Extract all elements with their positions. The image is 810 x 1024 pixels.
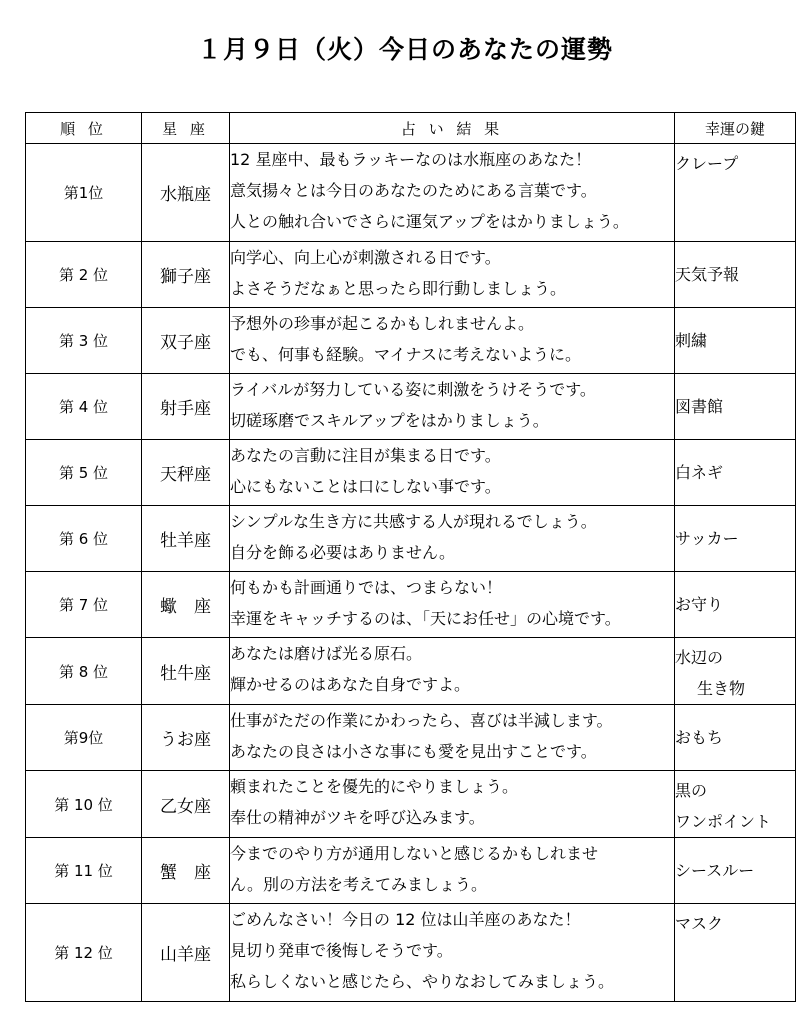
result-line: ごめんなさい！今日の 12 位は山羊座のあなた！ bbox=[230, 910, 581, 929]
header-row bbox=[26, 113, 796, 144]
sign-cell: 牡牛座 bbox=[142, 638, 230, 705]
result-line: 私らしくないと感じたら、やりなおしてみましょう。 bbox=[230, 972, 615, 991]
rank-cell: 第1位 bbox=[26, 144, 142, 242]
sign-cell: 乙女座 bbox=[142, 771, 230, 838]
rank-cell: 第 3 位 bbox=[26, 308, 142, 374]
sign-cell: うお座 bbox=[142, 705, 230, 771]
result-line: 12 星座中、最もラッキーなのは水瓶座のあなた！ bbox=[230, 150, 592, 169]
result-line: あなたは磨けば光る原石。 bbox=[230, 644, 423, 663]
sign-cell: 牡羊座 bbox=[142, 506, 230, 572]
sign-cell: 獅子座 bbox=[142, 242, 230, 308]
lucky-key-cell bbox=[675, 904, 796, 1002]
rank-cell: 第 10 位 bbox=[26, 771, 142, 838]
result-cell bbox=[230, 144, 675, 242]
table-row bbox=[26, 374, 796, 440]
result-cell bbox=[230, 374, 675, 440]
lucky-key-text: 生き物 bbox=[697, 679, 746, 698]
rank-cell: 第 11 位 bbox=[26, 838, 142, 904]
lucky-key-text: シースルー bbox=[675, 861, 755, 880]
result-line: 今までのやり方が通用しないと感じるかもしれませ bbox=[230, 844, 599, 863]
result-cell bbox=[230, 506, 675, 572]
lucky-key-cell bbox=[675, 705, 796, 771]
result-line: ん。別の方法を考えてみましょう。 bbox=[230, 875, 487, 894]
result-line: 心にもないことは口にしない事です。 bbox=[230, 477, 501, 496]
result-line: 頼まれたことを優先的にやりましょう。 bbox=[230, 777, 519, 796]
table-row bbox=[26, 242, 796, 308]
result-cell bbox=[230, 440, 675, 506]
rank-cell: 第 6 位 bbox=[26, 506, 142, 572]
lucky-key-cell bbox=[675, 572, 796, 638]
fortune-table bbox=[25, 112, 796, 1002]
page-title: １月９日（火）今日のあなたの運勢 bbox=[196, 35, 613, 64]
rank-cell: 第 4 位 bbox=[26, 374, 142, 440]
table-row bbox=[26, 771, 796, 838]
lucky-key-cell bbox=[675, 374, 796, 440]
lucky-key-text: クレープ bbox=[675, 154, 739, 173]
result-line: 予想外の珍事が起こるかもしれませんよ。 bbox=[230, 314, 535, 333]
lucky-key-text: サッカー bbox=[675, 529, 739, 548]
lucky-key-text: マスク bbox=[675, 914, 724, 933]
result-cell bbox=[230, 838, 675, 904]
table-row bbox=[26, 144, 796, 242]
header-rank: 順 位 bbox=[26, 113, 142, 144]
rank-cell: 第 8 位 bbox=[26, 638, 142, 705]
lucky-key-text: 黒の bbox=[675, 781, 708, 800]
lucky-key-cell bbox=[675, 242, 796, 308]
result-cell bbox=[230, 572, 675, 638]
result-line: 何もかも計画通りでは、つまらない！ bbox=[230, 578, 503, 597]
result-line: あなたの言動に注目が集まる日です。 bbox=[230, 446, 501, 465]
sign-cell: 射手座 bbox=[142, 374, 230, 440]
sign-cell: 蟹 座 bbox=[142, 838, 230, 904]
result-line: あなたの良さは小さな事にも愛を見出すことです。 bbox=[230, 742, 597, 761]
lucky-key-text: おもち bbox=[675, 728, 724, 747]
sign-cell: 双子座 bbox=[142, 308, 230, 374]
result-line: 幸運をキャッチするのは、「天にお任せ」の心境です。 bbox=[230, 609, 621, 628]
result-cell bbox=[230, 771, 675, 838]
rank-cell: 第 7 位 bbox=[26, 572, 142, 638]
lucky-key-text: ワンポイント bbox=[675, 812, 772, 831]
result-line: 仕事がただの作業にかわったら、喜びは半減します。 bbox=[230, 711, 613, 730]
table-row bbox=[26, 705, 796, 771]
lucky-key-text: 白ネギ bbox=[675, 463, 724, 482]
table-row bbox=[26, 904, 796, 1002]
lucky-key-text: 水辺の bbox=[675, 648, 724, 667]
result-cell bbox=[230, 242, 675, 308]
sign-cell: 蠍 座 bbox=[142, 572, 230, 638]
lucky-key-cell bbox=[675, 144, 796, 242]
result-cell bbox=[230, 904, 675, 1002]
sign-cell: 天秤座 bbox=[142, 440, 230, 506]
result-line: 自分を飾る必要はありません。 bbox=[230, 543, 455, 562]
lucky-key-cell bbox=[675, 440, 796, 506]
result-line: シンプルな生き方に共感する人が現れるでしょう。 bbox=[230, 512, 597, 531]
result-line: 切磋琢磨でスキルアップをはかりましょう。 bbox=[230, 411, 549, 430]
result-cell bbox=[230, 638, 675, 705]
result-line: ライバルが努力している姿に刺激をうけそうです。 bbox=[230, 380, 596, 399]
lucky-key-text: 刺繍 bbox=[675, 331, 708, 350]
lucky-key-cell bbox=[675, 506, 796, 572]
lucky-key-text: 図書館 bbox=[675, 397, 724, 416]
lucky-key-cell bbox=[675, 771, 796, 838]
header-sign: 星 座 bbox=[142, 113, 230, 144]
result-line: でも、何事も経験。マイナスに考えないように。 bbox=[230, 345, 582, 364]
result-cell bbox=[230, 705, 675, 771]
sign-cell: 水瓶座 bbox=[142, 144, 230, 242]
result-line: 奉仕の精神がツキを呼び込みます。 bbox=[230, 808, 485, 827]
table-row bbox=[26, 838, 796, 904]
table-row bbox=[26, 638, 796, 705]
result-line: 人との触れ合いでさらに運気アップをはかりましょう。 bbox=[230, 212, 629, 231]
result-line: 見切り発車で後悔しそうです。 bbox=[230, 941, 453, 960]
rank-cell: 第9位 bbox=[26, 705, 142, 771]
result-line: 向学心、向上心が刺激される日です。 bbox=[230, 248, 501, 267]
table-body bbox=[26, 144, 796, 1002]
lucky-key-cell bbox=[675, 838, 796, 904]
lucky-key-text: 天気予報 bbox=[675, 265, 740, 284]
rank-cell: 第 12 位 bbox=[26, 904, 142, 1002]
lucky-key-text: お守り bbox=[675, 595, 724, 614]
rank-cell: 第 2 位 bbox=[26, 242, 142, 308]
result-line: よさそうだなぁと思ったら即行動しましょう。 bbox=[230, 279, 567, 298]
lucky-key-cell bbox=[675, 638, 796, 705]
table-row bbox=[26, 440, 796, 506]
header-key: 幸運の鍵 bbox=[675, 113, 796, 144]
result-cell bbox=[230, 308, 675, 374]
rank-cell: 第 5 位 bbox=[26, 440, 142, 506]
table-row bbox=[26, 572, 796, 638]
table-row bbox=[26, 308, 796, 374]
result-line: 輝かせるのはあなた自身ですよ。 bbox=[230, 675, 471, 694]
table-row bbox=[26, 506, 796, 572]
result-line: 意気揚々とは今日のあなたのためにある言葉です。 bbox=[230, 181, 597, 200]
lucky-key-cell bbox=[675, 308, 796, 374]
header-result: 占 い 結 果 bbox=[230, 113, 675, 144]
sign-cell: 山羊座 bbox=[142, 904, 230, 1002]
